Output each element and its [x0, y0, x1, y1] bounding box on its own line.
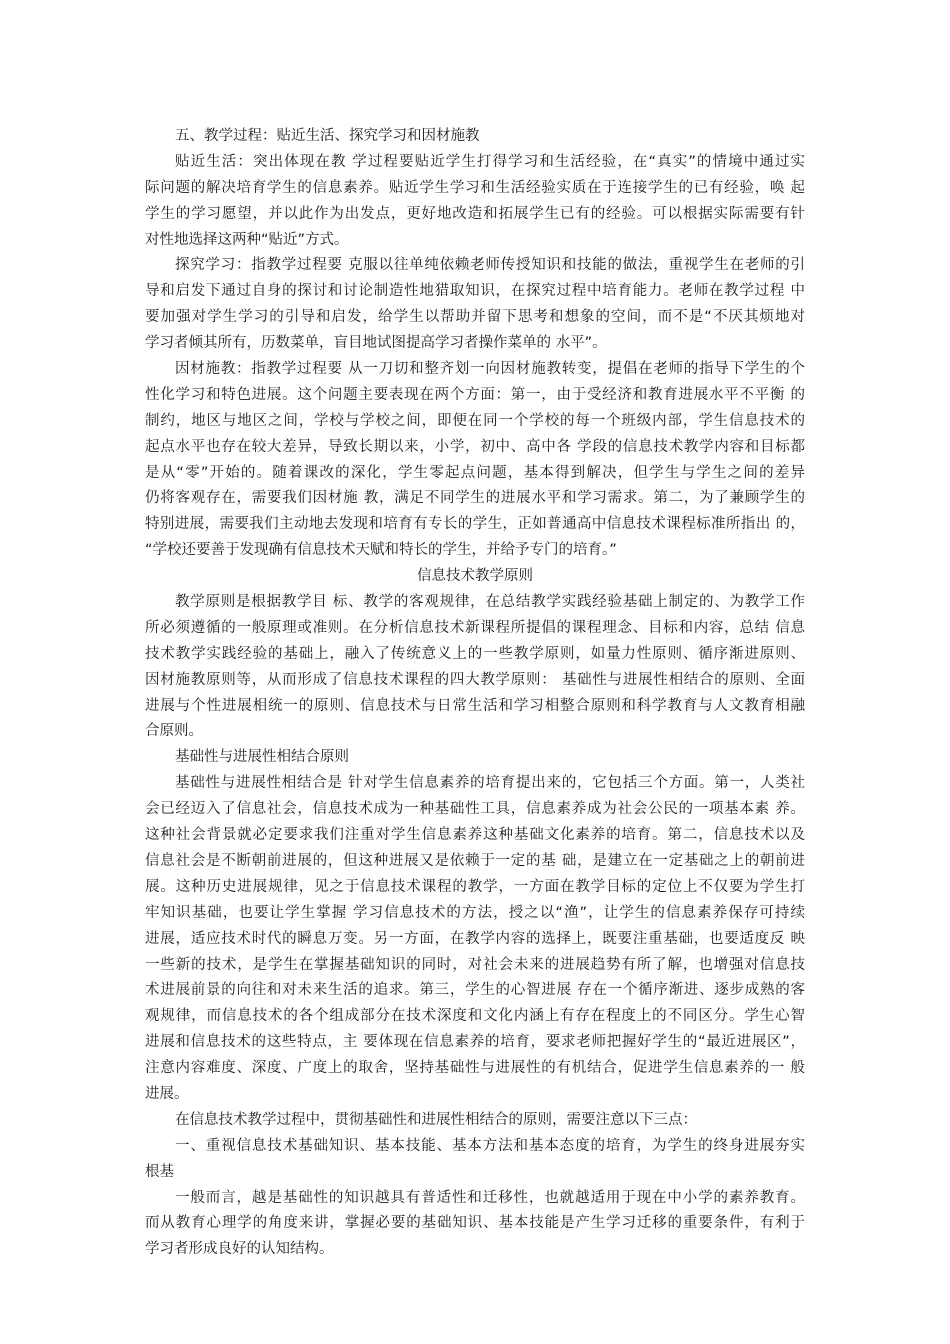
text-line: 展。这种历史进展规律，见之于信息技术课程的教学，一方面在教学目标的定位上不仅要为学生打	[145, 878, 805, 895]
text-line: 探究学习：指教学过程要 克服以往单纯依赖老师传授知识和技能的做法，重视学生在老师的引	[175, 257, 805, 274]
text-line: 在信息技术教学过程中，贯彻基础性和进展性相结合的原则，需要注意以下三点：	[175, 1111, 697, 1128]
text-line: 进展。	[145, 1085, 189, 1102]
text-line: 学生的学习愿望，并以此作为出发点，更好地改造和拓展学生已有的经验。可以根据实际需要有针	[145, 205, 805, 222]
text-line: 制约，地区与地区之间，学校与学校之间，即便在同一个学校的每一个班级内部，学生信息技术的	[145, 412, 805, 429]
text-line: 根基	[145, 1163, 174, 1180]
text-line: 是从“零”开始的。随着课改的深化，学生零起点问题，基本得到解决，但学生与学生之间的差异	[145, 464, 805, 481]
text-line: 学习者倾其所有，历数菜单，盲目地试图提高学习者操作菜单的 水平”。	[145, 335, 607, 352]
text-line: 性化学习和特色进展。这个问题主要表现在两个方面：第一，由于受经济和教育进展水平不平衡 的	[145, 386, 805, 403]
text-line: 牢知识基础，也要让学生掌握 学习信息技术的方法，授之以“渔”，让学生的信息素养保存可持续	[145, 904, 805, 921]
text-line: 导和启发下通过自身的探讨和讨论制造性地猎取知识，在探究过程中培育能力。老师在教学过程 中	[145, 283, 805, 300]
text-line: 信息社会是不断朝前进展的，但这种进展又是依赖于一定的基 础，是建立在一定基础之上的朝前进	[145, 852, 805, 869]
text-line: 观规律，而信息技术的各个组成部分在技术深度和文化内涵上有存在程度上的不同区分。学生心智	[145, 1008, 805, 1025]
text-line: 进展，适应技术时代的瞬息万变。另一方面，在教学内容的选择上，既要注重基础，也要适度反 映	[145, 930, 805, 947]
text-line: 教学原则是根据教学目 标、教学的客观规律，在总结教学实践经验基础上制定的、为教学工作	[175, 594, 805, 611]
text-line: 所必须遵循的一般原理或准则。在分析信息技术新课程所提倡的课程理念、目标和内容，总结 信息	[145, 619, 805, 636]
text-line: 一、重视信息技术基础知识、基本技能、基本方法和基本态度的培育，为学生的终身进展夯实	[175, 1137, 805, 1154]
text-line: 起点水平也存在较大差异，导致长期以来，小学，初中、高中各 学段的信息技术教学内容和目标都	[145, 438, 805, 455]
text-line: 基础性与进展性相结合原则	[175, 749, 349, 766]
text-line: 对性地选择这两种“贴近”方式。	[145, 231, 349, 248]
text-line: 一些新的技术，是学生在掌握基础知识的同时，对社会未来的进展趋势有所了解，也增强对信息技	[145, 956, 805, 973]
text-line: 学习者形成良好的认知结构。	[145, 1241, 334, 1258]
text-line: 技术教学实践经验的基础上，融入了传统意义上的一些教学原则，如量力性原则、循序渐进原则、	[145, 645, 805, 662]
text-line: “学校还要善于发现确有信息技术天赋和特长的学生，并给予专门的培育。”	[145, 542, 617, 559]
text-line: 一般而言，越是基础性的知识越具有普适性和迁移性，也就越适用于现在中小学的素养教育。	[175, 1189, 805, 1206]
text-line: 注意内容难度、深度、广度上的取舍，坚持基础性与进展性的有机结合，促进学生信息素养的一 般	[145, 1060, 805, 1077]
text-line: 仍将客观存在，需要我们因材施 教，满足不同学生的进展水平和学习需求。第二，为了兼顾学生的	[145, 490, 805, 507]
text-line: 特别进展，需要我们主动地去发现和培育有专长的学生，正如普通高中信息技术课程标准所指出 的，	[145, 516, 805, 533]
text-line: 贴近生活：突出体现在教 学过程要贴近学生打得学习和生活经验，在“真实”的情境中通过实	[175, 153, 805, 170]
text-line: 五、教学过程：贴近生活、探究学习和因材施教	[175, 128, 480, 144]
document-body	[145, 124, 805, 1263]
text-line: 要加强对学生学习的引导和启发，给学生以帮助并留下思考和想象的空间，而不是“不厌其烦地对	[145, 309, 805, 326]
text-line: 而从教育心理学的角度来讲，掌握必要的基础知识、基本技能是产生学习迁移的重要条件，有利于	[145, 1215, 805, 1232]
text-line: 进展与个性进展相统一的原则、信息技术与日常生活和学习相整合原则和科学教育与人文教育相融	[145, 697, 805, 714]
text-line: 进展和信息技术的这些特点，主 要体现在信息素养的培育，要求老师把握好学生的“最近进展区”，	[145, 1034, 805, 1051]
text-line: 因材施教原则等，从而形成了信息技术课程的四大教学原则： 基础性与进展性相结合的原则、全面	[145, 671, 805, 688]
section-heading: 信息技术教学原则	[417, 568, 533, 585]
text-line: 际问题的解决培育学生的信息素养。贴近学生学习和生活经验实质在于连接学生的已有经验，唤 起	[145, 179, 805, 196]
text-line: 这种社会背景就必定要求我们注重对学生信息素养这种基础文化素养的培育。第二，信息技术以及	[145, 827, 805, 844]
text-line: 合原则。	[145, 723, 203, 740]
text-line: 基础性与进展性相结合是 针对学生信息素养的培育提出来的，它包括三个方面。第一，人类社	[175, 775, 805, 792]
text-line: 术进展前景的向往和对未来生活的追求。第三，学生的心智进展 存在一个循序渐进、逐步成熟的客	[145, 982, 805, 999]
text-line: 会已经迈入了信息社会，信息技术成为一种基础性工具，信息素养成为社会公民的一项基本素 养。	[145, 801, 805, 818]
text-line: 因材施教：指教学过程要 从一刀切和整齐划一向因材施教转变，提倡在老师的指导下学生的个	[175, 361, 805, 378]
